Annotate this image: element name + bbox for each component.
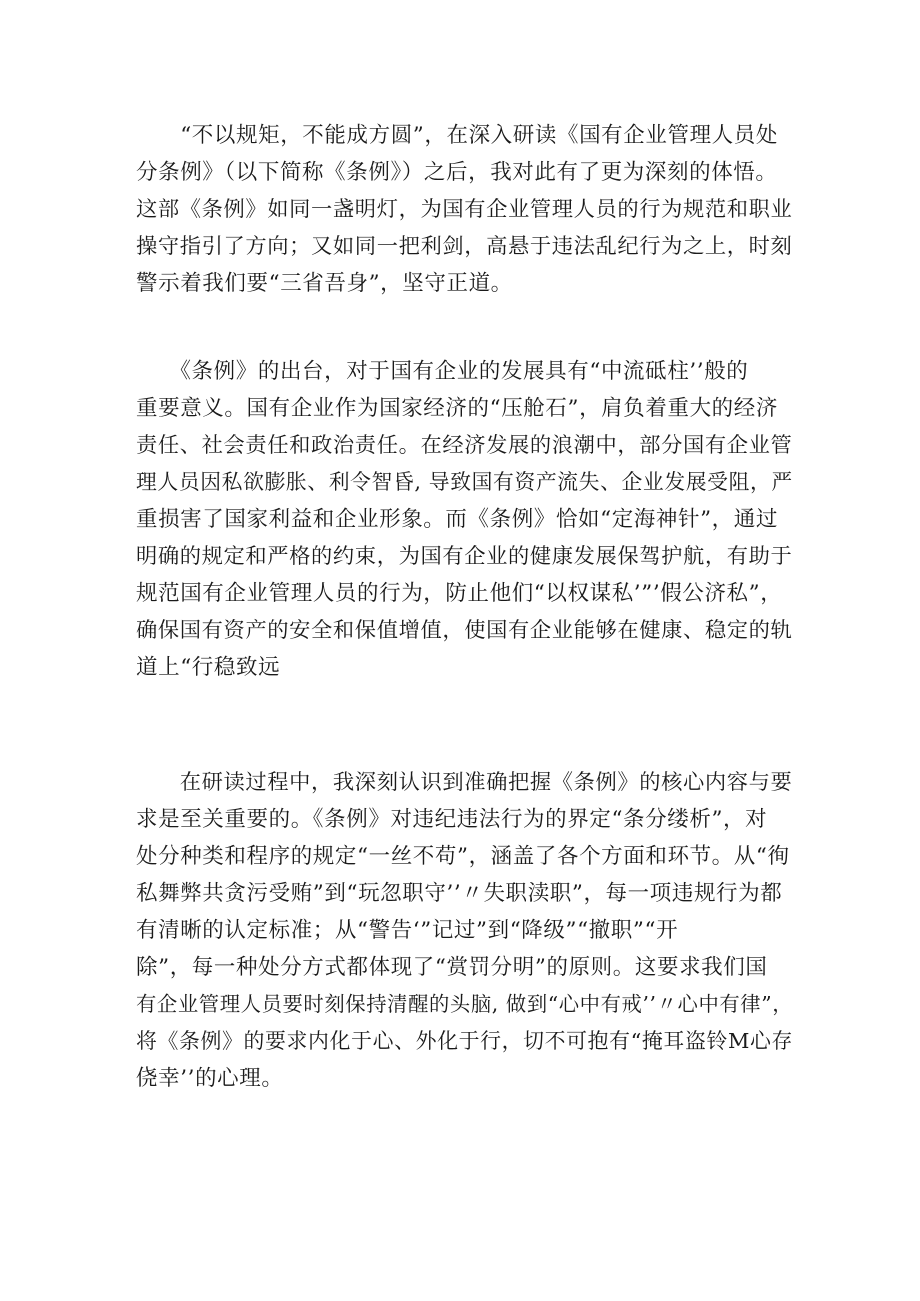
text-line: 操守指引了方向；又如同一把利剑，高悬于违法乱纪行为之上，时刻 <box>136 234 793 259</box>
text-line: 侥幸’’的心理。 <box>136 1066 284 1091</box>
text-line: 求是至关重要的。《条例》对违纪违法行为的界定“条分缕析”，对 <box>136 807 768 832</box>
text-line: 有企业管理人员要时刻保持清醒的头脑, 做到“心中有戒’’〃心中有律”， <box>136 992 794 1016</box>
text-line: 有清晰的认定标准；从“警告‘”记过”到“降级”“撤职”“开 <box>136 918 679 943</box>
text-line: 除”，每一种处分方式都体现了“赏罚分明”的原则。这要求我们国 <box>136 955 768 980</box>
text-line: 警示着我们要“三省吾身”，坚守正道。 <box>136 271 513 296</box>
text-line: 这部《条例》如同一盏明灯，为国有企业管理人员的行为规范和职业 <box>136 197 793 222</box>
text-line: 在研读过程中，我深刻认识到准确把握《条例》的核心内容与要 <box>136 770 793 795</box>
text-line: 规范国有企业管理人员的行为，防止他们“以权谋私’”’假公济私”， <box>136 581 783 606</box>
text-line: 重损害了国家利益和企业形象。而《条例》恰如“定海神针”，通过 <box>136 507 778 532</box>
text-line: 确保国有资产的安全和保值增值，使国有企业能够在健康、稳定的轨 <box>136 618 793 643</box>
text-line: 明确的规定和严格的约束，为国有企业的健康发展保驾护航，有助于 <box>136 544 793 569</box>
text-line: 重要意义。国有企业作为国家经济的“压舱石”，肩负着重大的经济 <box>136 396 778 421</box>
text-line: 分条例》（以下简称《条例》）之后，我对此有了更为深刻的体悟。 <box>136 160 778 185</box>
text-line: 理人员因私欲膨胀、利令智昏, 导致国有资产流失、企业发展受阻，严 <box>136 470 793 494</box>
text-line: 处分种类和程序的规定“一丝不苟”，涵盖了各个方面和环节。从“徇 <box>136 844 790 869</box>
text-line: 《条例》的出台，对于国有企业的发展具有“中流砥柱’’般的 <box>136 359 749 384</box>
paragraph-intro <box>136 117 796 302</box>
paragraph-core-content <box>136 764 796 1097</box>
paragraph-significance <box>136 353 796 686</box>
text-line: 道上“行稳致远 <box>136 655 281 680</box>
text-line: 私舞弊共贪污受贿”到“玩忽职守’’〃失职渎职”，每一项违规行为都 <box>136 881 783 906</box>
text-line: 将《条例》的要求内化于心、外化于行，切不可抱有“掩耳盗铃M心存 <box>136 1029 793 1053</box>
text-line: “不以规矩，不能成方圆”，在深入研读《国有企业管理人员处 <box>136 123 778 148</box>
text-line: 责任、社会责任和政治责任。在经济发展的浪潮中，部分国有企业管 <box>136 433 793 458</box>
